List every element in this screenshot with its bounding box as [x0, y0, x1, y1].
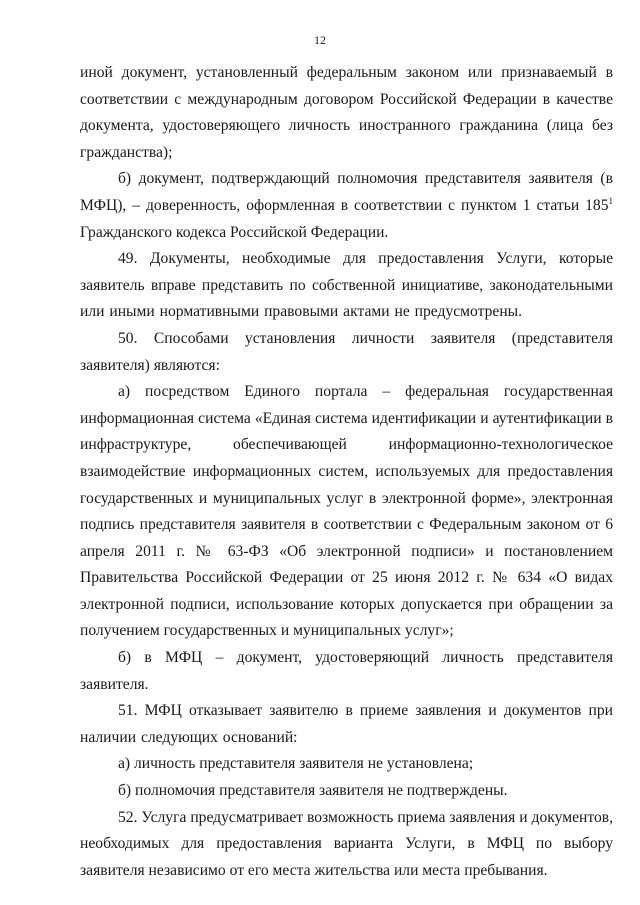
page-number: 12 — [314, 33, 326, 47]
paragraph-power-of-attorney — [80, 166, 613, 246]
paragraph-50a: а) посредством Единого портала – федеральная государственная информационная система «Единая система идентификации и аутентификации в инфраструктуре, обеспечивающей информационно-технологическое взаимодействие информационных систем, используемых для предоставления государственных и муниципальных услуг в электронной форме», электронная подпись представителя заявителя в соответствии с Федеральным законом от 6 апреля 2011 г. № 63-ФЗ «Об электронной подписи» и постановлением Правительства Российской Федерации от 25 июня 2012 г. № 634 «О видах электронной подписи, использование которых допускается при обращении за получением государственных и муниципальных услуг»; — [80, 383, 613, 640]
paragraph-51b: б) полномочия представителя заявителя не подтверждены. — [118, 782, 508, 800]
paragraph-50: 50. Способами установления личности заявителя (представителя заявителя) являются: — [80, 329, 613, 374]
paragraph-52: 52. Услуга предусматривает возможность приема заявления и документов, необходимых для предоставления варианта Услуги, в МФЦ по выбору заявителя независимо от его места жительства или места пребывания. — [80, 808, 613, 879]
paragraph-49: 49. Документы, необходимые для предоставления Услуги, которые заявитель вправе представить по собственной инициативе, законодательными или иными нормативными правовыми актами не предусмотрены. — [80, 250, 613, 321]
paragraph-51: 51. МФЦ отказывает заявителю в приеме заявления и документов при наличии следующих оснований: — [80, 702, 613, 746]
paragraph-text: б) документ, подтверждающий полномочия представителя заявителя (в МФЦ), – доверенность, оформленная в соответствии с пунктом 1 статьи 185 — [80, 170, 613, 214]
paragraph-text: Гражданского кодекса Российской Федерации. — [80, 223, 389, 241]
article-superscript: 1 — [608, 195, 613, 206]
paragraph-51a: а) личность представителя заявителя не установлена; — [118, 755, 474, 773]
document-body — [80, 60, 613, 884]
paragraph-continued: иной документ, установленный федеральным законом или признаваемый в соответствии с международным договором Российской Федерации в качестве документа, удостоверяющего личность иностранного гражданина (лица без гражданства); — [80, 64, 613, 161]
paragraph-50b: б) в МФЦ – документ, удостоверяющий личность представителя заявителя. — [80, 649, 613, 693]
